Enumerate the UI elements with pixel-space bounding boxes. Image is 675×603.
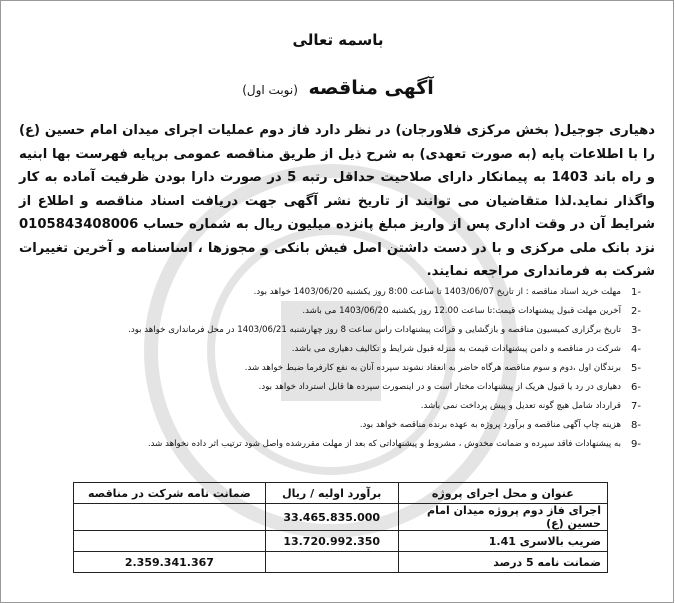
item-number: 3- <box>631 325 641 336</box>
table-row <box>74 504 608 531</box>
list-item <box>53 283 641 302</box>
item-number: 7- <box>631 401 641 412</box>
title-text: آگهی مناقصه <box>308 77 434 99</box>
list-item <box>53 397 641 416</box>
item-text: به پیشنهادات فاقد سپرده و ضمانت مخدوش ، مشروط و پیشنهاداتی که بعد از مهلت مقررشده واصل شود ترتیب اثر داده نخواهد شد. <box>147 439 621 449</box>
item-number: 6- <box>631 382 641 393</box>
project-table <box>73 482 608 573</box>
table-header-estimate: برآورد اولیه / ریال <box>265 483 398 504</box>
table-header-row <box>74 483 608 504</box>
page-title <box>1 77 675 99</box>
table-cell: ضریب بالاسری 1.41 <box>398 531 607 552</box>
table-cell: 2.359.341.367 <box>74 552 266 573</box>
table-header-project: عنوان و محل اجرای پروژه <box>398 483 607 504</box>
table-cell: ضمانت نامه 5 درصد <box>398 552 607 573</box>
item-text: هزینه چاپ آگهی مناقصه و برآورد پروژه به عهده برنده مناقصه خواهد بود. <box>359 420 621 430</box>
item-number: 5- <box>631 363 641 374</box>
list-item <box>53 321 641 340</box>
table-cell <box>74 504 266 531</box>
item-text: دهیاری در رد یا قبول هریک از پیشنهادات مختار است و در اینصورت سپرده ها قابل استرداد خواهد بود. <box>258 382 621 392</box>
intro-paragraph: دهیاری جوجیل( بخش مرکزی فلاورجان) در نظر دارد فاز دوم عملیات اجرای میدان امام حسین (ع) را با اطلاعات پایه (به صورت تعهدی) به شرح ذیل از طریق مناقصه عمومی برپایه فهرست بها ابنیه و راه باند 1403 به پیمانکار دارای صلاحیت حداقل رتبه 5 در صورت دارا بودن ظرفیت آماده به کار واگذار نماید.لذا متقاضیان می توانند از تاریخ نشر آگهی جهت دریافت اسناد مناقصه و اطلاع از شرایط آن در وقت اداری پس از واریز مبلغ پانزده میلیون ریال به شماره حساب 0105843408006 نزد بانک ملی مرکزی و با در دست داشتن اصل فیش بانکی و مجوزها ، اساسنامه و آخرین تغییرات شرکت به فرمانداری مراجعه نمایند. <box>19 123 656 279</box>
list-item <box>53 378 641 397</box>
item-number: 1- <box>631 287 641 298</box>
bismillah-heading: باسمه تعالی <box>292 31 384 49</box>
conditions-list <box>53 283 641 454</box>
item-text: مهلت خرید اسناد مناقصه : از تاریخ 1403/06/07 تا ساعت 8:00 روز یکشنبه 1403/06/20 خواهد بود. <box>253 287 621 297</box>
item-text: تاریخ برگزاری کمیسیون مناقصه و بازگشایی و قرائت پیشنهادات راس ساعت 8 روز چهارشنبه 1403/06/21 در محل فرمانداری خواهد بود. <box>128 325 621 335</box>
item-number: 8- <box>631 420 641 431</box>
list-item <box>53 416 641 435</box>
list-item <box>53 302 641 321</box>
table-header-guarantee: ضمانت نامه شرکت در مناقصه <box>74 483 266 504</box>
item-text: آخرین مهلت قبول پیشنهادات قیمت:تا ساعت 12.00 روز یکشنبه 1403/06/20 می باشد. <box>302 306 621 316</box>
list-item <box>53 359 641 378</box>
table-cell: 13.720.992.350 <box>265 531 398 552</box>
title-note: (نوبت اول) <box>242 83 298 97</box>
list-item <box>53 435 641 454</box>
item-number: 2- <box>631 306 641 317</box>
table-row <box>74 552 608 573</box>
table-row <box>74 531 608 552</box>
list-item <box>53 340 641 359</box>
item-text: برندگان اول ،دوم و سوم مناقصه هرگاه حاضر به انعقاد نشوند سپرده آنان به نفع کارفرما ضبط خواهد شد. <box>244 363 621 373</box>
table-cell <box>74 531 266 552</box>
table-cell: 33.465.835.000 <box>265 504 398 531</box>
table-cell <box>265 552 398 573</box>
item-text: شرکت در مناقصه و دامن پیشنهادات قیمت به منزله قبول شرایط و تکالیف دهیاری می باشد. <box>291 344 621 354</box>
item-number: 9- <box>631 439 641 450</box>
item-number: 4- <box>631 344 641 355</box>
item-text: قرارداد شامل هیچ گونه تعدیل و پیش پرداخت نمی باشد. <box>420 401 621 411</box>
table-cell: اجرای فاز دوم پروژه میدان امام حسین (ع) <box>398 504 607 531</box>
